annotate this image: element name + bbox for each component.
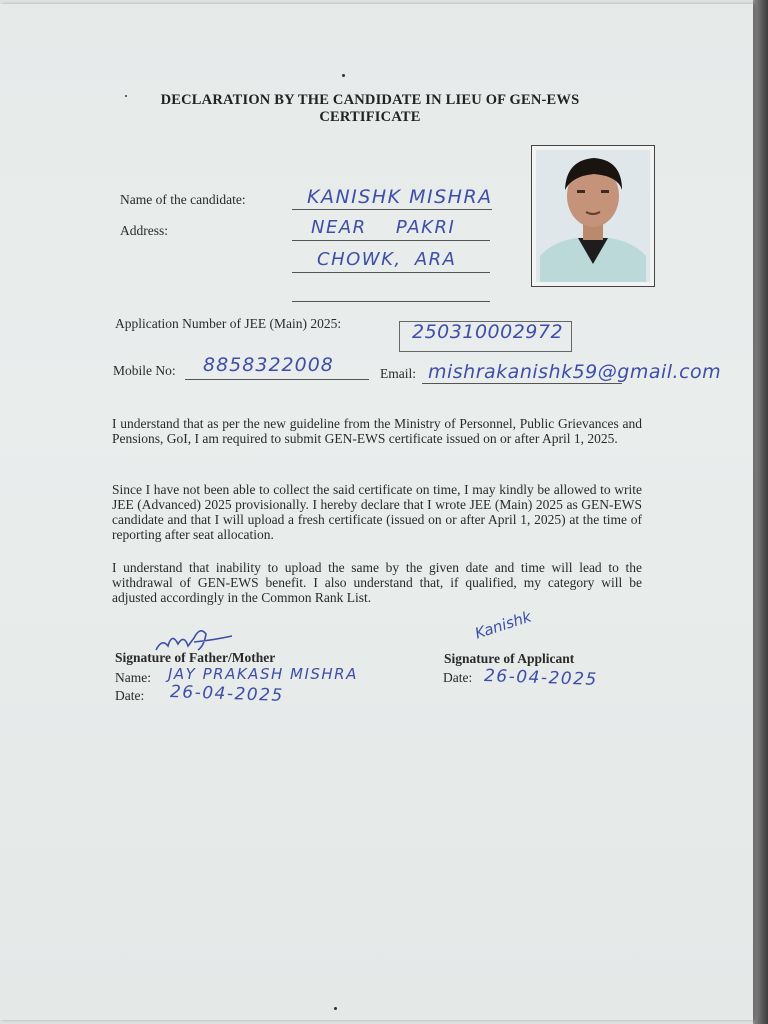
email-label: Email:: [380, 366, 416, 381]
applicant-signature-mark: Kanishk: [472, 607, 534, 643]
email-value: mishrakanishk59@gmail.com: [428, 361, 722, 383]
background-edge: [753, 0, 768, 1024]
applicant-date-label: Date:: [443, 670, 473, 685]
candidate-photo: [531, 145, 655, 287]
application-number-value: 250310002972: [412, 321, 564, 343]
parent-signature-heading: Signature of Father/Mother: [115, 650, 276, 665]
address-underline-2: [292, 272, 490, 273]
speck-mark: [334, 1007, 337, 1010]
address-label: Address:: [120, 223, 168, 238]
parent-name-value: JAY PRAKASH MISHRA: [168, 665, 358, 683]
declaration-paragraph-3: I understand that inability to upload the same by the given date and time will lead to the withdrawal of GEN-EWS benefit. I also understand that, if qualified, my category will be adjusted accordingly in the Common Rank List.: [112, 560, 642, 605]
address-line2-value: CHOWK, ARA: [317, 249, 457, 270]
applicant-date-value: 26-04-2025: [483, 666, 599, 690]
address-underline-1: [292, 240, 490, 241]
parent-date-value: 26-04-2025: [169, 682, 285, 706]
parent-date-label: Date:: [115, 688, 145, 703]
parent-name-label: Name:: [115, 670, 151, 685]
mobile-underline: [185, 379, 369, 380]
application-number-label: Application Number of JEE (Main) 2025:: [115, 316, 342, 331]
declaration-paragraph-1: I understand that as per the new guideline from the Ministry of Personnel, Public Grievances and Pensions, GoI, I am required to submit GEN-EWS certificate issued on or after April 1, 2025.: [112, 416, 642, 446]
candidate-name-label: Name of the candidate:: [120, 192, 246, 207]
name-underline: [292, 209, 492, 210]
mobile-label: Mobile No:: [113, 363, 176, 378]
speck-mark: [342, 74, 345, 77]
candidate-portrait-image: [532, 146, 654, 286]
declaration-paragraph-2: Since I have not been able to collect the said certificate on time, I may kindly be allowed to write JEE (Advanced) 2025 provisionally. I hereby declare that I wrote JEE (Main) 2025 as GEN-EWS candidate and that I will upload a fresh certificate (issued on or after April 1, 2025) at the time of reporting after seat allocation.: [112, 482, 642, 542]
address-line1-value: NEAR PAKRI: [311, 217, 456, 238]
applicant-signature-heading: Signature of Applicant: [444, 651, 575, 666]
mobile-value: 8858322008: [203, 354, 334, 376]
candidate-name-value: KANISHK MISHRA: [307, 186, 493, 208]
address-underline-3: [292, 301, 490, 302]
declaration-document: [0, 4, 753, 1020]
document-title-line1: DECLARATION BY THE CANDIDATE IN LIEU OF GEN-EWS: [160, 92, 580, 108]
document-title-line2: CERTIFICATE: [319, 109, 421, 125]
email-underline: [422, 383, 622, 384]
